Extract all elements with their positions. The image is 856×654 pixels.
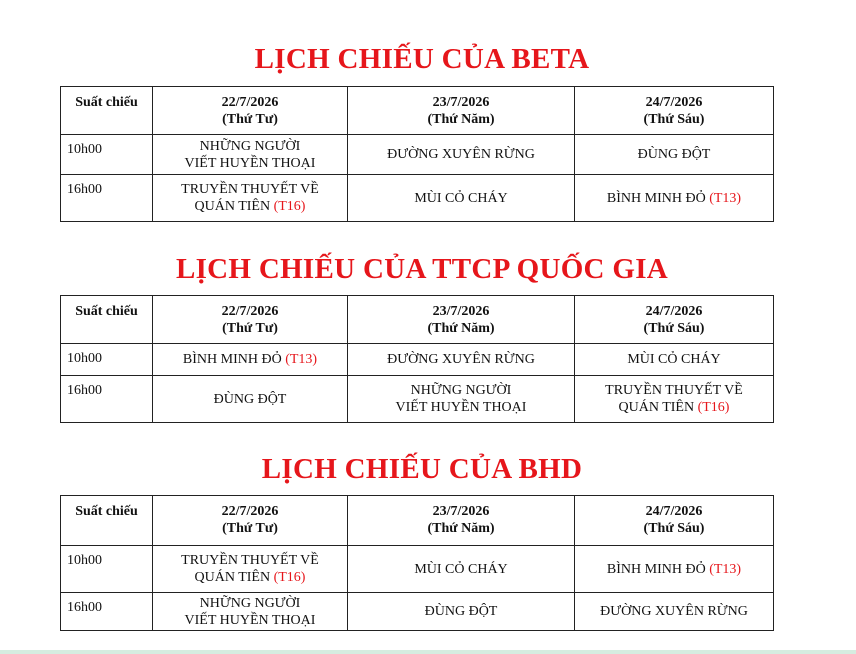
movie-title-text: TRUYỀN THUYẾT VỀ	[181, 553, 319, 568]
movie-title-text: ĐÙNG ĐỘT	[637, 147, 711, 162]
day-weekday: (Thứ Sáu)	[643, 521, 705, 536]
movie-cell	[153, 593, 348, 631]
movie-cell	[348, 135, 575, 175]
table-row	[61, 376, 774, 423]
movie-cell	[575, 344, 774, 376]
movie-title-text: QUÁN TIÊN	[194, 570, 271, 585]
day-date: 22/7/2026	[221, 95, 279, 110]
showtime: 10h00	[61, 344, 153, 376]
header-row	[61, 87, 774, 135]
movie-title-text: BÌNH MINH ĐỎ	[606, 190, 706, 206]
movie-title-line	[159, 569, 341, 586]
showtime: 16h00	[61, 175, 153, 222]
day-weekday: (Thứ Sáu)	[643, 112, 705, 127]
movie-cell	[153, 376, 348, 423]
movie-title-text: NHỮNG NGƯỜI	[199, 138, 301, 154]
movie-cell	[575, 376, 774, 423]
movie-title-line	[581, 351, 767, 368]
day-date: 24/7/2026	[645, 504, 703, 519]
movie-title-text: MÙI CỎ CHÁY	[414, 561, 508, 577]
table-row	[61, 135, 774, 175]
day-header	[575, 496, 774, 546]
slot-header: Suất chiếu	[61, 87, 153, 135]
day-date: 23/7/2026	[432, 95, 490, 110]
movie-title-line	[159, 198, 341, 215]
day-header	[575, 87, 774, 135]
movie-title-text: BÌNH MINH ĐỎ	[606, 561, 706, 577]
movie-cell	[575, 593, 774, 631]
movie-title-text: QUÁN TIÊN	[194, 199, 271, 214]
day-date: 24/7/2026	[645, 304, 703, 319]
movie-title-line	[159, 138, 341, 155]
movie-title-text: ĐƯỜNG XUYÊN RỪNG	[387, 352, 535, 367]
slot-header: Suất chiếu	[61, 496, 153, 546]
movie-title-line	[354, 351, 568, 368]
movie-title-text: ĐÙNG ĐỘT	[424, 604, 498, 619]
day-weekday: (Thứ Tư)	[222, 112, 278, 127]
movie-title-text: TRUYỀN THUYẾT VỀ	[605, 383, 743, 398]
movie-title-text: VIẾT HUYỀN THOẠI	[184, 612, 316, 628]
movie-title-line	[159, 181, 341, 198]
day-weekday: (Thứ Năm)	[427, 112, 495, 127]
movie-title-line	[354, 399, 568, 416]
day-date: 22/7/2026	[221, 504, 279, 519]
movie-title-line	[159, 351, 341, 368]
table-row	[61, 344, 774, 376]
movie-cell	[153, 175, 348, 222]
day-date: 22/7/2026	[221, 304, 279, 319]
movie-title-line	[159, 155, 341, 172]
movie-title-text: VIẾT HUYỀN THOẠI	[184, 155, 316, 171]
movie-title-text: QUÁN TIÊN	[618, 400, 695, 415]
movie-cell	[348, 344, 575, 376]
movie-title-line	[159, 552, 341, 569]
movie-title-line	[354, 382, 568, 399]
day-header	[153, 87, 348, 135]
movie-title-line	[581, 399, 767, 416]
movie-title-text: NHỮNG NGƯỜI	[199, 595, 301, 611]
movie-cell	[348, 546, 575, 593]
movie-cell	[575, 135, 774, 175]
day-header	[575, 296, 774, 344]
bottom-divider	[0, 650, 856, 654]
movie-cell	[575, 175, 774, 222]
day-weekday: (Thứ Năm)	[427, 321, 495, 336]
movie-cell	[348, 376, 575, 423]
movie-cell	[348, 593, 575, 631]
movie-title-text: NHỮNG NGƯỜI	[410, 383, 512, 398]
age-rating: (T13)	[709, 561, 742, 577]
age-rating: (T16)	[273, 199, 306, 214]
day-date: 24/7/2026	[645, 95, 703, 110]
day-header	[348, 496, 575, 546]
movie-title-text: ĐÙNG ĐỘT	[213, 391, 287, 407]
movie-title-line	[581, 561, 767, 578]
table-row	[61, 593, 774, 631]
schedule-table	[60, 495, 774, 631]
day-weekday: (Thứ Sáu)	[643, 321, 705, 336]
schedule-title: LỊCH CHIẾU CỦA TTCP QUỐC GIA	[175, 253, 669, 285]
movie-title-text: MÙI CỎ CHÁY	[627, 352, 721, 367]
movie-title-text: ĐƯỜNG XUYÊN RỪNG	[387, 147, 535, 162]
day-weekday: (Thứ Tư)	[222, 521, 278, 536]
day-header	[348, 87, 575, 135]
table-row	[61, 175, 774, 222]
schedule-title: LỊCH CHIẾU CỦA BHD	[261, 453, 583, 485]
movie-title-line	[581, 146, 767, 163]
movie-title-line	[354, 603, 568, 620]
day-header	[348, 296, 575, 344]
day-date: 23/7/2026	[432, 304, 490, 319]
table-row	[61, 546, 774, 593]
movie-cell	[153, 135, 348, 175]
movie-cell	[153, 344, 348, 376]
header-row	[61, 496, 774, 546]
schedule-table	[60, 295, 774, 423]
movie-title-line	[159, 595, 341, 612]
movie-cell	[575, 546, 774, 593]
slot-header: Suất chiếu	[61, 296, 153, 344]
movie-title-line	[354, 146, 568, 163]
movie-title-text: ĐƯỜNG XUYÊN RỪNG	[600, 604, 748, 619]
day-date: 23/7/2026	[432, 504, 490, 519]
schedule-title: LỊCH CHIẾU CỦA BETA	[254, 43, 590, 75]
movie-cell	[348, 175, 575, 222]
day-weekday: (Thứ Tư)	[222, 321, 278, 336]
header-row	[61, 296, 774, 344]
showtime: 16h00	[61, 593, 153, 631]
movie-title-text: MÙI CỎ CHÁY	[414, 190, 508, 206]
age-rating: (T16)	[697, 400, 730, 415]
schedule-table	[60, 86, 774, 222]
movie-title-line	[581, 190, 767, 207]
age-rating: (T13)	[709, 190, 742, 206]
movie-title-line	[581, 382, 767, 399]
movie-title-line	[581, 603, 767, 620]
age-rating: (T13)	[285, 352, 318, 367]
showtime: 10h00	[61, 135, 153, 175]
day-header	[153, 296, 348, 344]
movie-title-line	[354, 561, 568, 578]
showtime: 10h00	[61, 546, 153, 593]
movie-title-line	[159, 391, 341, 408]
movie-title-text: BÌNH MINH ĐỎ	[182, 352, 282, 367]
movie-title-line	[354, 190, 568, 207]
movie-title-text: TRUYỀN THUYẾT VỀ	[181, 182, 319, 197]
day-header	[153, 496, 348, 546]
age-rating: (T16)	[273, 570, 306, 585]
movie-cell	[153, 546, 348, 593]
movie-title-text: VIẾT HUYỀN THOẠI	[395, 400, 527, 415]
day-weekday: (Thứ Năm)	[427, 521, 495, 536]
movie-title-line	[159, 612, 341, 629]
showtime: 16h00	[61, 376, 153, 423]
